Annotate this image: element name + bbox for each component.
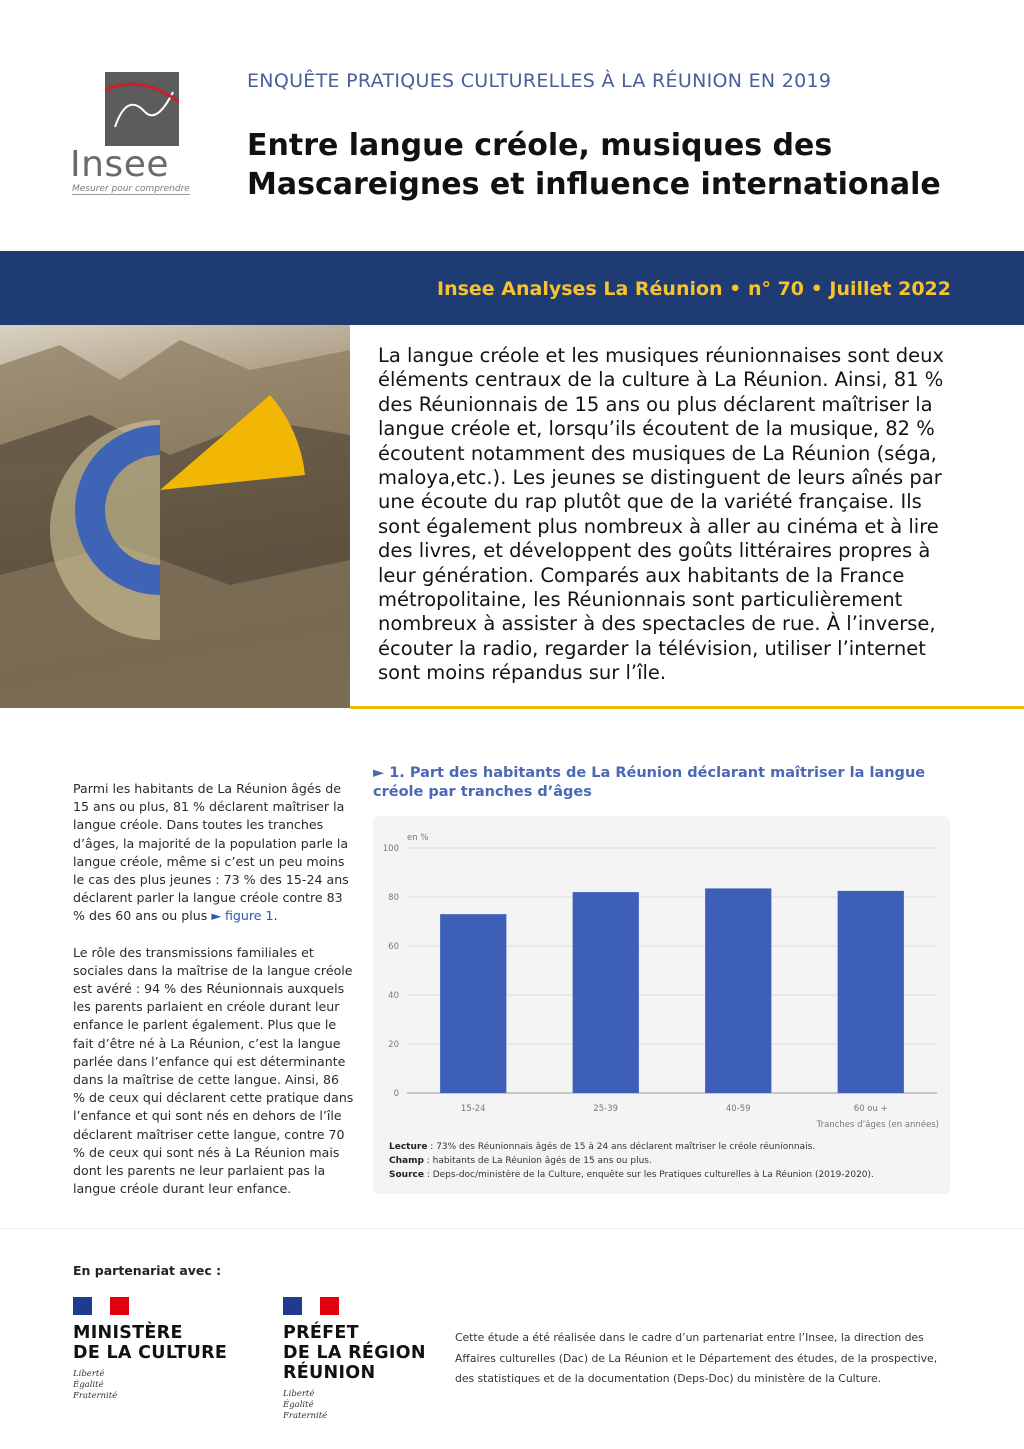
motto-liberte: Liberté [73, 1369, 105, 1379]
source-label: Source [389, 1170, 424, 1180]
body-paragraph-1-end: . [273, 908, 278, 924]
y-tick-label: 0 [393, 1089, 399, 1099]
insee-logo-word: Insee [70, 144, 169, 185]
source-text: : Deps-doc/ministère de la Culture, enquête sur les Pratiques culturelles à La Réunion (2019-2020). [423, 1170, 874, 1180]
partnership-note: Cette étude a été réalisée dans le cadre d’un partenariat entre l’Insee, la direction des Affaires culturelles (Dac) de La Réunion et le Département des études, de la prospective, des statistiques et de la documentation (Deps-Doc) du ministère de la Culture. [455, 1331, 938, 1385]
figure-panel [373, 816, 950, 1194]
figure-note-source [389, 1168, 944, 1182]
y-tick-label: 60 [388, 942, 399, 952]
ministry-culture-logo [73, 1297, 227, 1402]
insee-logo-curve-icon [105, 72, 179, 146]
abstract-divider [350, 706, 1024, 709]
publication-banner [0, 251, 1024, 325]
figure-title-text: 1. Part des habitants de La Réunion déclarant maîtriser la langue créole par tranches d’âges [373, 765, 926, 800]
figure-arrow-icon: ► [373, 765, 385, 781]
survey-kicker: ENQUÊTE PRATIQUES CULTURELLES À LA RÉUNION EN 2019 [247, 70, 832, 92]
body-paragraph-1 [73, 780, 355, 926]
insee-logo-tagline: Mesurer pour comprendre [72, 184, 190, 194]
x-tick-label: 60 ou + [853, 1104, 888, 1114]
prefet-line-2: DE LA RÉGION [283, 1343, 426, 1363]
body-paragraph-1-text: Parmi les habitants de La Réunion âgés de 15 ans ou plus, 81 % déclarent maîtriser la langue créole. Dans toutes les tranches d’âges, la majorité de la population parle la langue créole, même si c’est un peu moins le cas des plus jeunes : 73 % des 15-24 ans déclarent parler la langue créole contre 83 % des 60 ans ou plus [73, 781, 349, 924]
bar [573, 892, 639, 1093]
motto-liberte: Liberté [283, 1389, 315, 1399]
champ-text: : habitants de La Réunion âgés de 15 ans ou plus. [423, 1156, 652, 1166]
bar [440, 914, 506, 1093]
figure-note-lecture [389, 1140, 944, 1154]
ministry-culture-line-2: DE LA CULTURE [73, 1343, 228, 1363]
lecture-text: : 73% des Réunionnais âgés de 15 à 24 ans déclarent maîtriser le créole réunionnais. [427, 1142, 816, 1152]
french-flag-icon [73, 1297, 129, 1315]
bar [838, 891, 904, 1093]
figure-title [373, 764, 963, 802]
champ-label: Champ [389, 1156, 424, 1166]
prefet-line-1: PRÉFET [283, 1323, 359, 1343]
french-flag-icon [283, 1297, 339, 1315]
motto-egalite: Égalité [283, 1400, 314, 1410]
prefet-line-3: RÉUNION [283, 1363, 376, 1383]
partner-label: En partenariat avec : [73, 1263, 222, 1278]
motto [73, 1369, 227, 1402]
y-tick-label: 20 [388, 1040, 399, 1050]
figure-1-link[interactable]: ► figure 1 [211, 908, 274, 924]
publication-reference: Insee Analyses La Réunion • n° 70 • Juillet 2022 [437, 278, 951, 300]
y-tick-label: 40 [388, 991, 399, 1001]
ministry-culture-name [73, 1323, 227, 1363]
x-axis-label: Tranches d’âges (en années) [816, 1120, 939, 1130]
insee-logo [70, 72, 190, 202]
y-axis-label: en % [407, 833, 429, 843]
motto-fraternite: Fraternité [283, 1411, 328, 1421]
abstract-text: La langue créole et les musiques réunionnaises sont deux éléments centraux de la culture à La Réunion. Ainsi, 81 % des Réunionnais de 15 ans ou plus déclarent maîtriser la langue créole et, lorsqu’ils écoutent de la musique, 82 % écoutent notamment des musiques de La Réunion (séga, maloya,etc.). Les jeunes se distinguent de leurs aînés par une écoute du rap plutôt que de la variété française. Ils sont également plus nombreux à aller au cinéma et à lire des livres, et développent des goûts littéraires propres à leur génération. Comparés aux habitants de la France métropolitaine, les Réunionnais sont particulièrement nombreux à assister à des spectacles de rue. À l’inverse, écouter la radio, regarder la télévision, utiliser l’internet sont moins répandus sur l’île. [378, 344, 944, 685]
hero-image [0, 325, 350, 708]
bar-chart [373, 816, 950, 1136]
x-tick-label: 15-24 [460, 1104, 486, 1114]
mountain-landscape-illustration [0, 325, 350, 708]
insee-logo-mark [105, 72, 179, 146]
y-tick-label: 100 [382, 844, 399, 854]
body-column [73, 780, 355, 1216]
page-title: Entre langue créole, musiques des Mascareignes et influence internationale [247, 128, 941, 202]
prefet-name [283, 1323, 426, 1383]
motto-fraternite: Fraternité [73, 1391, 118, 1401]
body-paragraph-2: Le rôle des transmissions familiales et sociales dans la maîtrise de la langue créole est avéré : 94 % des Réunionnais auxquels les parents parlaient en créole durant leur enfance le parlent également. Plus que le fait d’être né à La Réunion, c’est la langue parlée dans l’enfance qui est déterminante dans la maîtrise de cette langue. Ainsi, 86 % de ceux qui déclarent cette pratique dans l’enfance et qui sont nés en dehors de l’île déclarent maîtriser cette langue, contre 70 % de ceux qui sont nés à La Réunion mais dont les parents ne leur parlaient pas la langue créole durant leur enfance. [73, 944, 354, 1197]
lecture-label: Lecture [389, 1142, 428, 1152]
bar [705, 888, 771, 1093]
figure-notes [389, 1140, 944, 1182]
motto-egalite: Égalité [73, 1380, 104, 1390]
figure-note-champ [389, 1154, 944, 1168]
ministry-culture-line-1: MINISTÈRE [73, 1323, 183, 1343]
motto [283, 1389, 426, 1422]
x-tick-label: 40-59 [725, 1104, 751, 1114]
x-tick-label: 25-39 [593, 1104, 619, 1114]
y-tick-label: 80 [388, 893, 399, 903]
prefet-reunion-logo [283, 1297, 426, 1422]
